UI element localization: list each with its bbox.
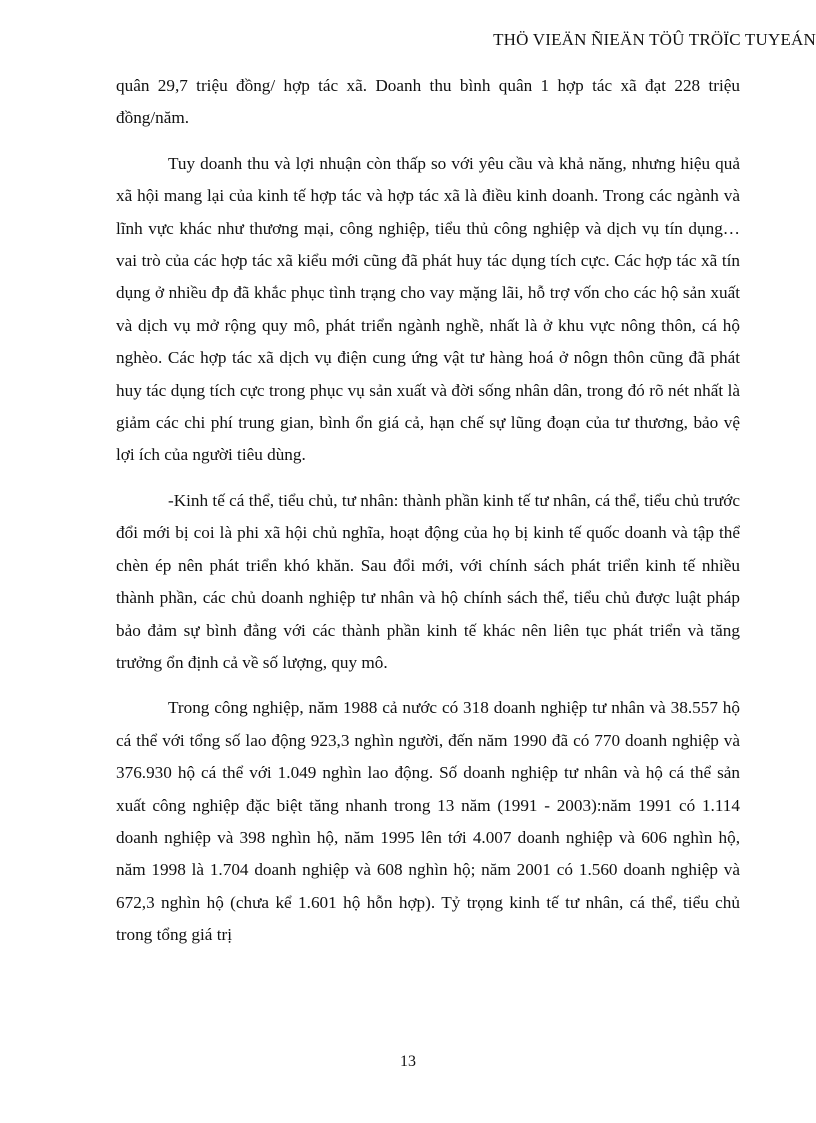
document-body bbox=[116, 70, 740, 965]
paragraph: -Kinh tế cá thể, tiểu chủ, tư nhân: thành phần kinh tế tư nhân, cá thể, tiểu chủ trước đổi mới bị coi là phi xã hội chủ nghĩa, hoạt động của họ bị kinh tế quốc doanh và tập thể chèn ép nên phát triển khó khăn. Sau đổi mới, với chính sách phát triển kinh tế nhiều thành phần, các chủ doanh nghiệp tư nhân và hộ chính sách thể, tiểu chủ được luật pháp bảo đảm sự bình đẳng với các thành phần kinh tế khác nên liên tục phát triển và tăng trưởng ổn định cả về số lượng, quy mô. bbox=[116, 490, 740, 672]
paragraph: Tuy doanh thu và lợi nhuận còn thấp so với yêu cầu và khả năng, nhưng hiệu quả xã hội mang lại của kinh tế hợp tác và hợp tác xã là điều kinh doanh. Trong các ngành và lĩnh vực khác như thương mại, công nghiệp, tiểu thủ công nghiệp và dịch vụ tín dụng… vai trò của các hợp tác xã kiểu mới cũng đã phát huy tác dụng tích cực. Các hợp tác xã tín dụng ở nhiều đp đã khắc phục tình trạng cho vay mặng lãi, hỗ trợ vốn cho các hộ sản xuất và dịch vụ mở rộng quy mô, phát triển ngành nghề, nhất là ở khu vực nông thôn, cá hộ nghèo. Các hợp tác xã dịch vụ điện cung ứng vật tư hàng hoá ở nôgn thôn cũng đã phát huy tác dụng tích cực trong phục vụ sản xuất và đời sống nhân dân, trong đó rõ nét nhất là giảm các chi phí trung gian, bình ổn giá cả, hạn chế sự lũng đoạn của tư thương, bảo vệ lợi ích của người tiêu dùng. bbox=[116, 153, 740, 465]
page-number: 13 bbox=[400, 1053, 416, 1070]
page-header: THÖ VIEÄN ÑIEÄN TÖÛ TRÖÏC TUYEÁN bbox=[493, 30, 816, 49]
paragraph: quân 29,7 triệu đồng/ hợp tác xã. Doanh thu bình quân 1 hợp tác xã đạt 228 triệu đồng/năm. bbox=[116, 76, 740, 128]
paragraph: Trong công nghiệp, năm 1988 cả nước có 318 doanh nghiệp tư nhân và 38.557 hộ cá thể với tổng số lao động 923,3 nghìn người, đến năm 1990 đã có 770 doanh nghiệp và 376.930 hộ cá thể với 1.049 nghìn lao động. Số doanh nghiệp tư nhân và hộ cá thể sản xuất công nghiệp đặc biệt tăng nhanh trong 13 năm (1991 - 2003):năm 1991 có 1.114 doanh nghiệp và 398 nghìn hộ, năm 1995 lên tới 4.007 doanh nghiệp và 606 nghìn hộ, năm 1998 là 1.704 doanh nghiệp và 608 nghìn hộ; năm 2001 có 1.560 doanh nghiệp và 672,3 nghìn hộ (chưa kể 1.601 hộ hỗn hợp). Tỷ trọng kinh tế tư nhân, cá thể, tiểu chủ trong tổng giá trị bbox=[116, 698, 740, 945]
